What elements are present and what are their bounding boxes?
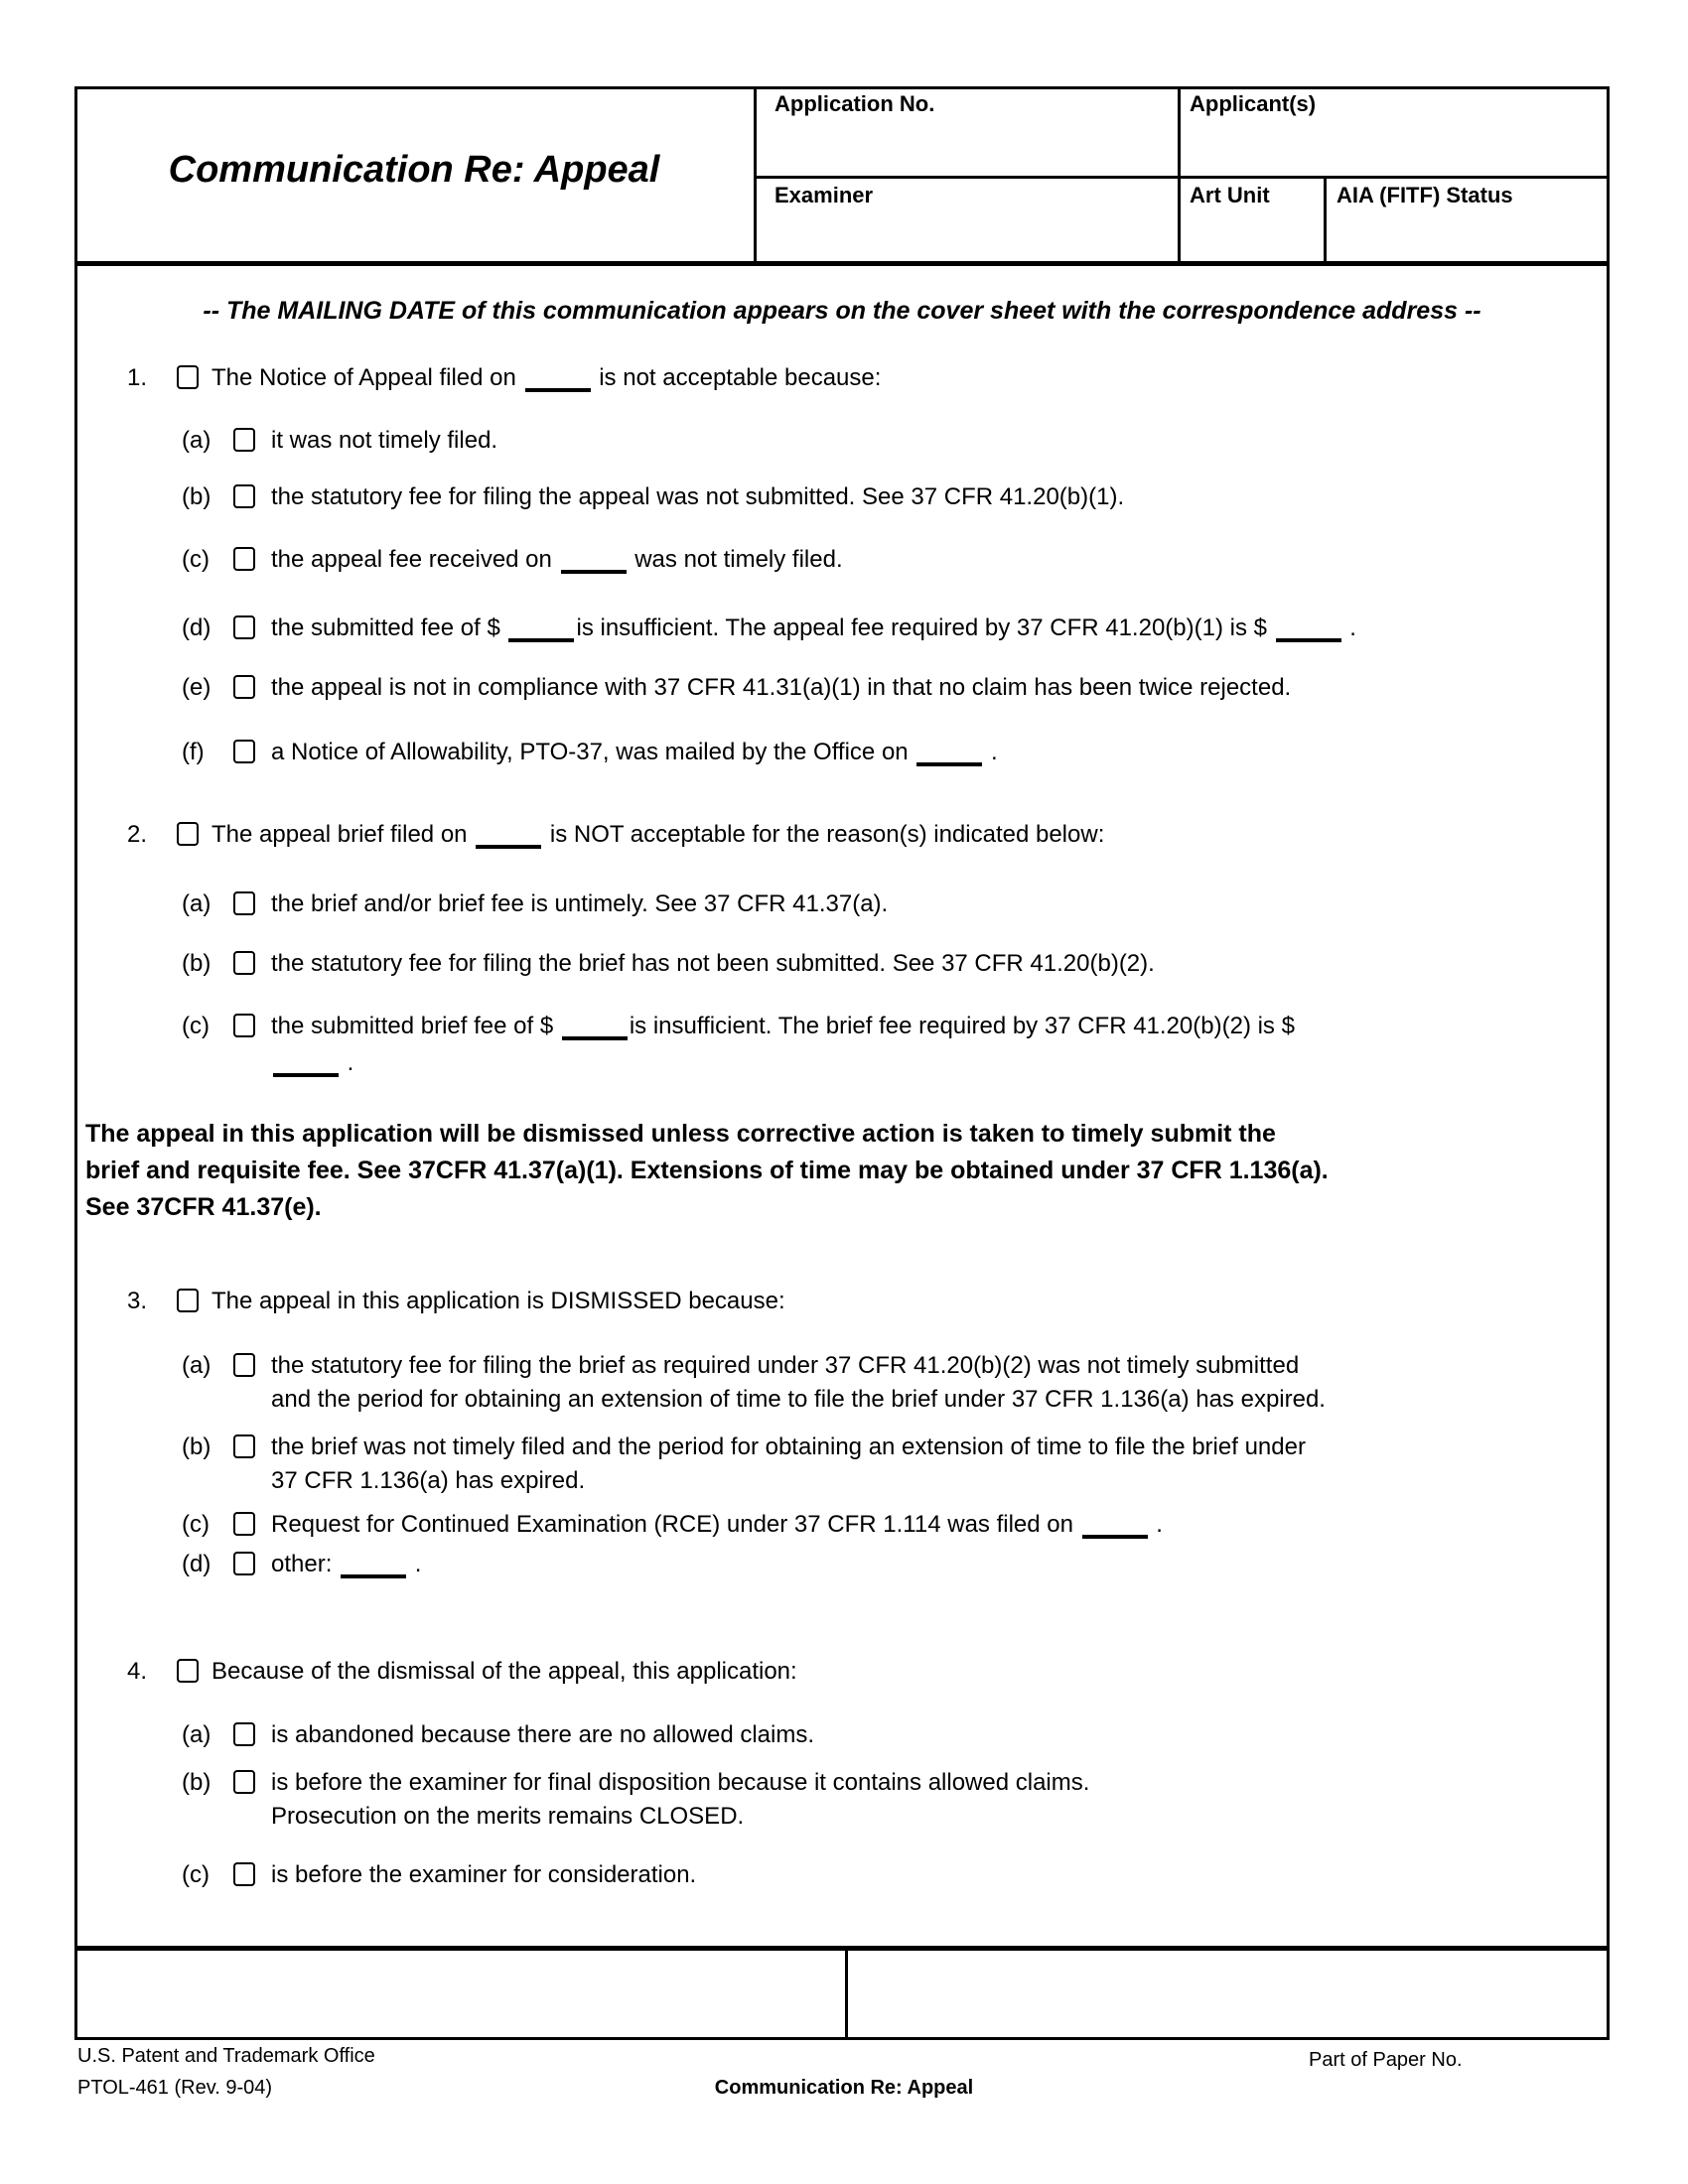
footer-office: U.S. Patent and Trademark Office	[77, 2045, 375, 2067]
fill-in-blank[interactable]	[1082, 1535, 1148, 1539]
item-2c	[182, 1012, 1295, 1041]
item-4a-text: is abandoned because there are no allowed claims.	[271, 1721, 815, 1748]
item-4c-text: is before the examiner for consideration.	[271, 1861, 697, 1888]
fill-in-blank[interactable]	[341, 1574, 406, 1578]
item-3b-continuation	[271, 1466, 585, 1496]
item-3c-text: Request for Continued Examination (RCE) under 37 CFR 1.114 was filed on .	[271, 1511, 1163, 1538]
item-3d-text: other: .	[271, 1551, 422, 1577]
item-4-number: 4.	[127, 1658, 148, 1685]
item-3b	[182, 1433, 1306, 1462]
item-3b-text-2: 37 CFR 1.136(a) has expired.	[271, 1467, 586, 1494]
item-1d	[182, 614, 1356, 643]
item-2b-text: the statutory fee for filing the brief has not been submitted. See 37 CFR 41.20(b)(2).	[271, 950, 1155, 977]
fill-in-blank[interactable]	[562, 1036, 628, 1040]
dismissal-warning	[85, 1116, 1329, 1226]
item-4a-checkbox[interactable]	[233, 1722, 255, 1746]
item-3c	[182, 1510, 1163, 1540]
item-3b-number: (b)	[182, 1433, 211, 1460]
item-4-checkbox[interactable]	[177, 1659, 199, 1683]
item-4-text: Because of the dismissal of the appeal, this application:	[211, 1658, 797, 1685]
item-1a-text: it was not timely filed.	[271, 427, 498, 454]
item-1c	[182, 545, 843, 575]
item-2-number: 2.	[127, 821, 148, 848]
item-3a-checkbox[interactable]	[233, 1353, 255, 1377]
warning-line-2: brief and requisite fee. See 37CFR 41.37(a)(1). Extensions of time may be obtained under 37 CFR 1.136(a).	[85, 1157, 1329, 1184]
item-1b-checkbox[interactable]	[233, 484, 255, 508]
item-1e-number: (e)	[182, 674, 211, 701]
item-3	[127, 1287, 785, 1316]
item-1f-text: a Notice of Allowability, PTO-37, was mailed by the Office on .	[271, 739, 998, 765]
warning-line-1: The appeal in this application will be dismissed unless corrective action is taken to timely submit the	[85, 1120, 1276, 1148]
item-1d-text: the submitted fee of $ is insufficient. The appeal fee required by 37 CFR 41.20(b)(1) is $ .	[271, 614, 1356, 641]
item-3-text: The appeal in this application is DISMISSED because:	[211, 1288, 785, 1314]
item-1b-number: (b)	[182, 483, 211, 510]
warning-line-3: See 37CFR 41.37(e).	[85, 1193, 322, 1221]
fill-in-blank[interactable]	[916, 762, 982, 766]
examiner-label: Examiner	[774, 183, 874, 207]
item-2a-number: (a)	[182, 890, 211, 917]
item-1d-number: (d)	[182, 614, 211, 641]
item-2a-checkbox[interactable]	[233, 891, 255, 915]
fill-in-blank[interactable]	[476, 845, 541, 849]
item-3c-number: (c)	[182, 1511, 210, 1538]
header-bottom-border	[74, 261, 1610, 266]
item-2-checkbox[interactable]	[177, 822, 199, 846]
item-3a-continuation	[271, 1385, 1326, 1415]
item-1f-checkbox[interactable]	[233, 740, 255, 763]
application-no-label: Application No.	[774, 91, 935, 116]
item-1f	[182, 738, 998, 767]
item-3c-checkbox[interactable]	[233, 1512, 255, 1536]
signature-strip-top-border	[74, 1946, 1610, 1951]
item-1e	[182, 673, 1291, 703]
item-2c-text-2: .	[271, 1049, 353, 1076]
item-2c-number: (c)	[182, 1013, 210, 1039]
item-3b-checkbox[interactable]	[233, 1434, 255, 1458]
fill-in-blank[interactable]	[508, 638, 574, 642]
item-4a	[182, 1720, 814, 1750]
item-1-number: 1.	[127, 364, 148, 391]
item-3a-text: the statutory fee for filing the brief as required under 37 CFR 41.20(b)(2) was not timely submitted	[271, 1352, 1300, 1379]
item-1a-number: (a)	[182, 427, 211, 454]
item-2a-text: the brief and/or brief fee is untimely. See 37 CFR 41.37(a).	[271, 890, 889, 917]
fill-in-blank[interactable]	[525, 388, 591, 392]
signature-strip-divider	[845, 1946, 848, 2040]
item-1e-checkbox[interactable]	[233, 675, 255, 699]
item-3d	[182, 1550, 421, 1579]
fill-in-blank[interactable]	[273, 1073, 339, 1077]
item-1c-checkbox[interactable]	[233, 547, 255, 571]
item-2c-checkbox[interactable]	[233, 1014, 255, 1037]
item-2	[127, 820, 1104, 850]
item-3-checkbox[interactable]	[177, 1289, 199, 1312]
item-4c	[182, 1860, 696, 1890]
item-1	[127, 363, 881, 393]
mailing-date-notice: -- The MAILING DATE of this communication appears on the cover sheet with the correspondence address --	[203, 297, 1481, 325]
item-3-number: 3.	[127, 1288, 148, 1314]
item-3d-checkbox[interactable]	[233, 1552, 255, 1575]
item-2b-number: (b)	[182, 950, 211, 977]
item-2c-text: the submitted brief fee of $ is insufficient. The brief fee required by 37 CFR 41.20(b)(2) is $	[271, 1013, 1295, 1039]
item-4b-text-2: Prosecution on the merits remains CLOSED.	[271, 1803, 745, 1830]
item-3a-text-2: and the period for obtaining an extension of time to file the brief under 37 CFR 1.136(a) has expired.	[271, 1386, 1326, 1413]
item-1c-number: (c)	[182, 546, 210, 573]
item-1-text: The Notice of Appeal filed on is not acceptable because:	[211, 364, 882, 391]
header-column-divider-2	[1324, 176, 1327, 264]
item-2-text: The appeal brief filed on is NOT acceptable for the reason(s) indicated below:	[211, 821, 1105, 848]
item-1f-number: (f)	[182, 739, 205, 765]
aia-status-label: AIA (FITF) Status	[1336, 183, 1513, 207]
item-2b	[182, 949, 1155, 979]
item-2c-continuation	[271, 1048, 353, 1078]
item-4b-number: (b)	[182, 1769, 211, 1796]
item-1b	[182, 482, 1124, 512]
item-2b-checkbox[interactable]	[233, 951, 255, 975]
footer-form-number: PTOL-461 (Rev. 9-04)	[77, 2077, 273, 2099]
item-4b-text: is before the examiner for final disposition because it contains allowed claims.	[271, 1769, 1090, 1796]
item-1c-text: the appeal fee received on was not timely filed.	[271, 546, 843, 573]
footer-part-of-paper: Part of Paper No.	[1309, 2049, 1463, 2071]
item-3b-text: the brief was not timely filed and the period for obtaining an extension of time to file the brief under	[271, 1433, 1306, 1460]
item-1e-text: the appeal is not in compliance with 37 CFR 41.31(a)(1) in that no claim has been twice rejected.	[271, 674, 1292, 701]
item-4b	[182, 1768, 1089, 1798]
item-1b-text: the statutory fee for filing the appeal was not submitted. See 37 CFR 41.20(b)(1).	[271, 483, 1125, 510]
item-3a	[182, 1351, 1299, 1381]
fill-in-blank[interactable]	[1276, 638, 1341, 642]
applicants-label: Applicant(s)	[1190, 91, 1317, 116]
page-title: Communication Re: Appeal	[168, 149, 660, 191]
item-4c-number: (c)	[182, 1861, 210, 1888]
item-3a-number: (a)	[182, 1352, 211, 1379]
item-1-checkbox[interactable]	[177, 365, 199, 389]
footer-title: Communication Re: Appeal	[714, 2077, 974, 2099]
item-3d-number: (d)	[182, 1551, 211, 1577]
header-row-divider	[754, 176, 1610, 179]
item-4b-continuation	[271, 1802, 744, 1832]
item-4c-checkbox[interactable]	[233, 1862, 255, 1886]
art-unit-label: Art Unit	[1190, 183, 1270, 207]
item-1a-checkbox[interactable]	[233, 428, 255, 452]
item-4	[127, 1657, 797, 1687]
item-1d-checkbox[interactable]	[233, 615, 255, 639]
item-4b-checkbox[interactable]	[233, 1770, 255, 1794]
item-1a	[182, 426, 497, 456]
item-2a	[182, 889, 888, 919]
fill-in-blank[interactable]	[561, 570, 627, 574]
item-4a-number: (a)	[182, 1721, 211, 1748]
